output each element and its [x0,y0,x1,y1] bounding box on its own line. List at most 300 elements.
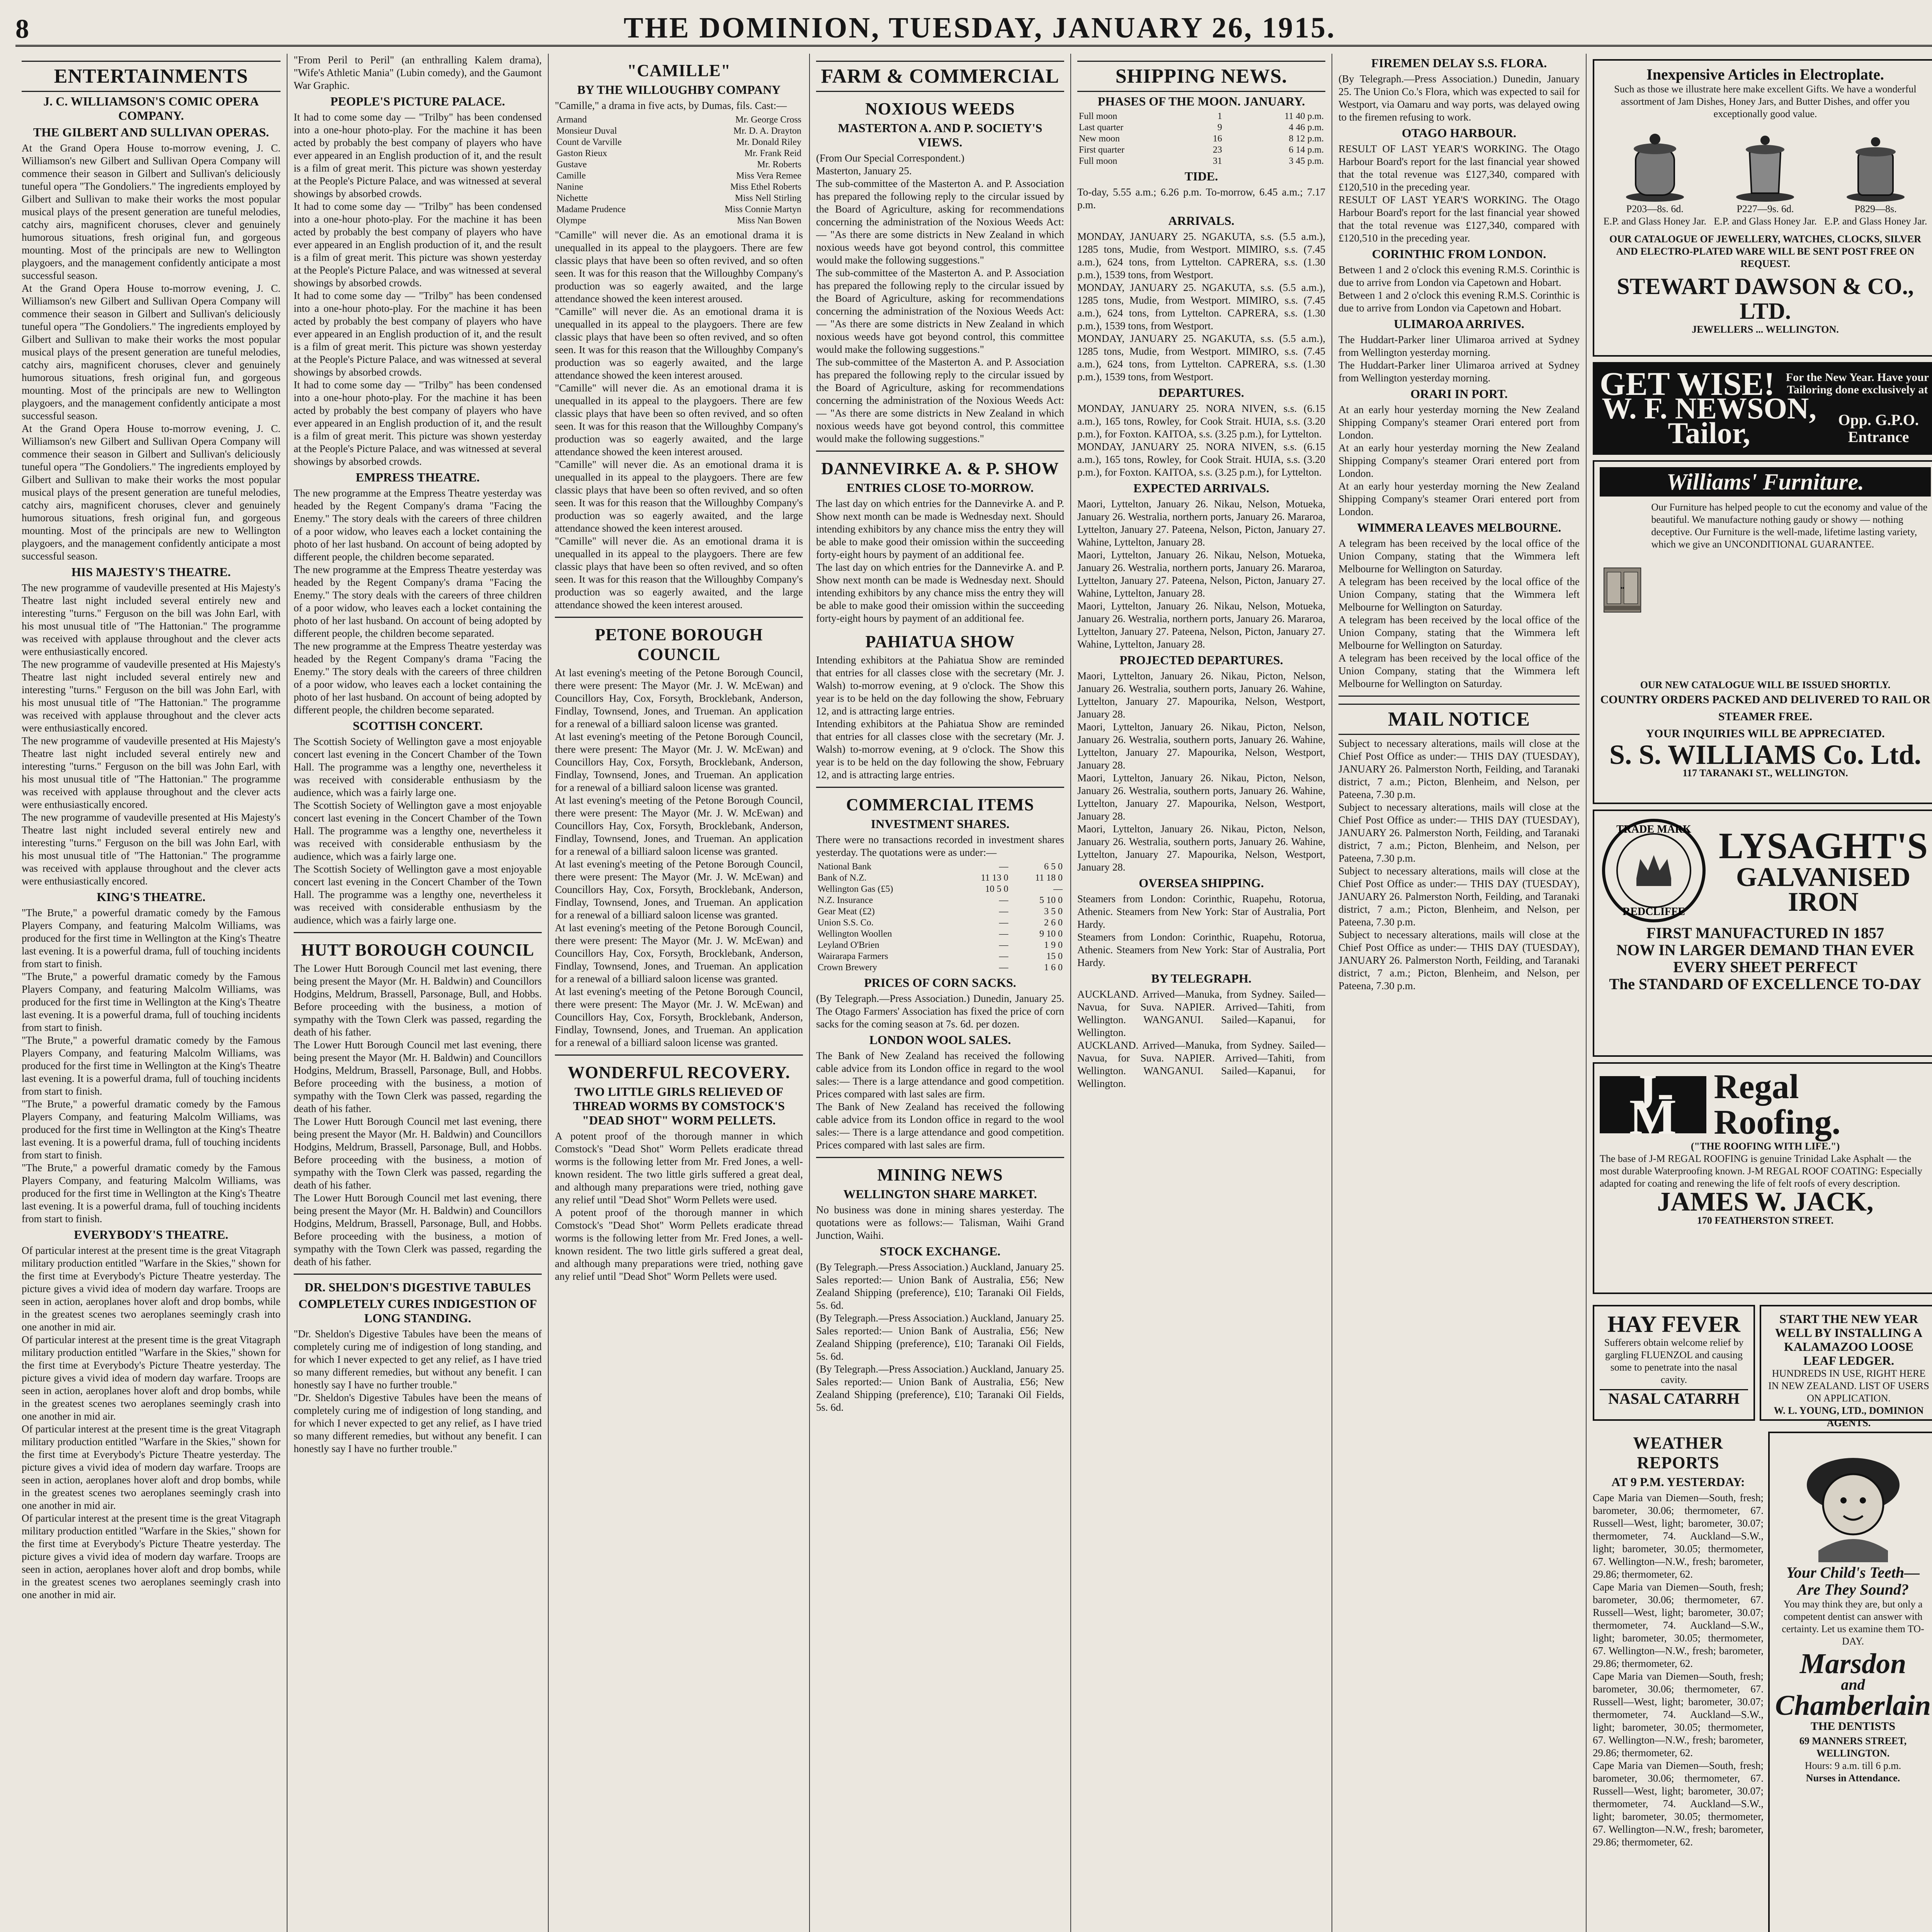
moon-row-cell: New moon [1079,134,1120,144]
cast-row-cell: Miss Nan Bowen [737,216,801,226]
article-subheadline: MASTERTON A. AND P. SOCIETY'S VIEWS. [838,121,1043,149]
divider [816,451,1064,452]
cast-row [555,182,803,193]
article-body: Maori, Lyttelton, January 26. Nikau, Nelson, Motueka, January 26. Westralia, northern ports, January 26. Mararoa, Lyttelton, January 27. Pateena, Nelson, Picton, January 27. Wahine, Lyttelton, January 28. [1077,549,1325,599]
article-headline: BY TELEGRAPH. [1151,971,1252,985]
article-headline: EMPRESS THEATRE. [355,470,480,484]
cast-row-cell: Nichette [556,193,588,203]
cast-row-cell: Miss Nell Stirling [735,193,801,203]
ad-headline: Williams' Furniture. [1600,467,1931,497]
cast-row-cell: Miss Connie Martyn [724,204,801,214]
ad-brand: STEWART DAWSON & CO., LTD. [1617,274,1914,324]
moon-phases-table [1077,111,1325,167]
article-body: Maori, Lyttelton, January 26. Nikau, Picton, Nelson, January 26. Westralia, southern ports, January 26. Wahine, Lyttelton, January 27. Mapourika, Nelson, Westport, January 28. [1077,721,1325,771]
share-row [816,861,1064,872]
share-row-cell: — [1053,884,1063,894]
article-body: A telegram has been received by the local office of the Union Company, stating that the Wimmera left Melbourne for Wellington on Saturday. [1338,576,1580,613]
article-body: It had to come some day — "Trilby" has been condensed into a one-hour photo-play. For the machine it has been acted by probably the best company of players who have ever appeared in an English production of it, and the result is a film of great merit. This picture was shown yesterday at the People's Picture Palace, and was witnessed at several showings by absorbed crowds. [294,201,542,289]
wardrobe-icon [1600,501,1645,679]
article-body: At an early hour yesterday morning the New Zealand Shipping Company's steamer Orari entered port from London. [1338,442,1580,479]
ad-hours: Hours: 9 a.m. till 6 p.m. [1804,1760,1901,1771]
share-row [816,884,1064,895]
article-headline: DR. SHELDON'S DIGESTIVE TABULES [304,1280,531,1294]
item-desc: E.P. and Glass Honey Jar. [1714,216,1817,227]
cast-row [555,170,803,182]
share-row-cell: 6 5 0 [1044,862,1063,872]
ad-body: Sufferers obtain welcome relief by gargling FLUENZOL and causing some to penetrate into the nasal cavity. [1604,1337,1744,1385]
cast-row-cell: Monsieur Duval [556,126,617,136]
ad-body: Our Furniture has helped people to cut the economy and value of the beautiful. We manufacture nothing gaudy or showy — nothing deceptive. Our Furniture is the well-made, lifetime lasting variety, which we give an UNCONDITIONAL GUARANTEE. [1651,502,1928,550]
moon-row-cell: Full moon [1079,156,1117,166]
share-row-cell: Crown Brewery [818,963,877,973]
share-row-cell: Wellington Woollen [818,929,892,939]
article-body: Steamers from London: Corinthic, Ruapehu, Rotorua, Athenic. Steamers from New York: Star of Australia, Port Hardy. [1077,931,1325,968]
moon-row-cell: 6 14 p.m. [1289,145,1324,155]
article-body: The new programme at the Empress Theatre yesterday was headed by the Regent Company's drama "Facing the Enemy." The story deals with the careers of three children of a poor widow, who leaves each a locket containing the photo of her last husband. On account of being adopted by different people, the children become separated. [294,640,542,716]
divider [816,787,1064,788]
article-headline: KING'S THEATRE. [97,890,206,904]
moon-row-cell: 11 40 p.m. [1284,111,1324,121]
article-body: At the Grand Opera House to-morrow evening, J. C. Williamson's new Gilbert and Sullivan Opera Company will commence their season in Gilbert and Sullivan's deliciously tuneful opera "The Gondoliers." The ingredients employed by Gilbert and Sullivan to make their works the most popular musical plays of the present generation are tuneful melodies, catchy airs, magnificent choruses, clever and genuinely humorous situations, fresh original fun, and gorgeous mounting. Most of the principals are new to Wellington playgoers, and the management confidently anticipate a most successful season. [22,423,281,562]
divider [555,1054,803,1056]
article-body: Between 1 and 2 o'clock this evening R.M.S. Corinthic is due to arrive from London via Capetown and Hobart. [1338,289,1580,314]
cast-row-cell: Gustave [556,160,587,170]
cast-row-cell: Olympe [556,216,587,226]
article-body: At an early hour yesterday morning the New Zealand Shipping Company's steamer Orari entered port from London. [1338,404,1580,441]
ad-brand: JAMES W. JACK, [1657,1187,1874,1217]
ad-brand-line3: Chamberlain [1775,1690,1931,1721]
article-body: Subject to necessary alterations, mails will close at the Chief Post Office as under:— THIS DAY (TUESDAY), JANUARY 26. Palmerston North, Feilding, and Taranaki district, 7 a.m.; Picton, Blenheim, and Nelson, per Pateena, 7.30 p.m. [1338,865,1580,928]
ad-brand-line1: Marsdon [1799,1648,1906,1680]
article-body: (By Telegraph.—Press Association.) Dunedin, January 25. The Union Co.'s Flora, which was expected to sail for Westport, via Oamaru and way ports, was delayed owing to the firemen refusing to work. [1338,73,1580,123]
share-row-cell: 10 5 0 [985,884,1009,894]
article-body: At the Grand Opera House to-morrow evening, J. C. Williamson's new Gilbert and Sullivan Opera Company will commence their season in Gilbert and Sullivan's deliciously tuneful opera "The Gondoliers." The ingredients employed by Gilbert and Sullivan to make their works the most popular musical plays of the present generation are tuneful melodies, catchy airs, magnificent choruses, clever and genuinely humorous situations, fresh original fun, and gorgeous mounting. Most of the principals are new to Wellington playgoers, and the management confidently anticipate a most successful season. [22,142,281,281]
divider [1338,696,1580,697]
moon-row-cell: 31 [1213,156,1222,166]
article-body: "The Brute," a powerful dramatic comedy by the Famous Players Company, and featuring Malcolm Williams, was produced for the first time in Wellington at the King's Theatre last evening. It is a powerful drama, full of touching incidents from start to finish. [22,907,281,969]
ad-catalogue-note: OUR CATALOGUE OF JEWELLERY, WATCHES, CLOCKS, SILVER AND ELECTRO-PLATED WARE WILL BE SENT POST FREE ON REQUEST. [1609,233,1921,269]
cast-row [555,215,803,226]
ad-footer: NASAL CATARRH [1600,1389,1748,1407]
article-body: MONDAY, JANUARY 25. NGAKUTA, s.s. (5.5 a.m.), 1285 tons, Mudie, from Westport. MIMIRO, s.s. (7.45 a.m.), 624 tons, from Lyttelton. CAPRERA, s.s. (1.30 p.m.), 1539 tons, from Westport. [1077,231,1325,281]
article-body: The Lower Hutt Borough Council met last evening, there being present the Mayor (Mr. H. Baldwin) and Councillors Hodgins, Meldrum, Brassell, Parsonage, Bull, and Hobbs. Before proceeding with the business, a motion of sympathy with the Town Clerk was passed, regarding the death of his father. [294,1192,542,1267]
ad-text: EVERY SHEET PERFECT [1673,958,1857,976]
article-body: "Camille" will never die. As an emotional drama it is unequalled in its appeal to the playgoers. There are few classic plays that have been so often revived, and so often seen. It was for this reason that the Willoughby Company's production was so eagerly awaited, and the large attendance showed the keen interest aroused. [555,382,803,457]
article-headline: MINING NEWS [877,1165,1003,1184]
cast-row [555,148,803,159]
article-headline: J. C. WILLIAMSON'S COMIC OPERA COMPANY. [43,94,259,122]
article-body: Cape Maria van Diemen—South, fresh; barometer, 30.06; thermometer, 67. Russell—West, light; barometer, 30.07; thermometer, 74. Auckland—S.W., light; barometer, 30.05; thermometer, 67. Wellington—N.W., fresh; barometer, 29.86; thermometer, 62. [1593,1670,1764,1759]
article-body: At an early hour yesterday morning the New Zealand Shipping Company's steamer Orari entered port from London. [1338,480,1580,517]
small-ads-row [1593,1299,1932,1429]
article-subheadline: COMPLETELY CURES INDIGESTION OF LONG STANDING. [298,1297,537,1325]
article-body: "Dr. Sheldon's Digestive Tabules have been the means of completely curing me of indigestion of long standing, and for which I never expected to get any relief, as I have tried so many different remedies, but without any benefit. I can honestly say I have no further trouble." [294,1328,542,1391]
share-row-cell: Wellington Gas (£5) [818,884,893,894]
ad-body: The base of J-M REGAL ROOFING is genuine Trinidad Lake Asphalt — the most durable Waterproofing known. J-M REGAL ROOF COATING: Especially adapted for coating and renewing the life of felt roofs of every description. [1600,1153,1922,1189]
ad-brand: S. S. WILLIAMS Co. Ltd. [1609,739,1921,770]
cast-row [555,193,803,204]
article-body: The new programme of vaudeville presented at His Majesty's Theatre last night included several entirely new and interesting "turns." Ferguson on the bill was John Earl, with his most unusual title of "The Hattonian." The programme was received with applause throughout and the clever acts were enthusiastically encored. [22,658,281,734]
article-subheadline: TWO LITTLE GIRLS RELIEVED OF THREAD WORMS BY COMSTOCK'S "DEAD SHOT" WORM PELLETS. [573,1085,785,1127]
article-headline: HIS MAJESTY'S THEATRE. [71,565,231,579]
article-headline: EXPECTED ARRIVALS. [1133,481,1269,495]
jm-roofing-ad [1593,1062,1932,1294]
share-row-cell: — [999,963,1009,973]
moon-row [1077,122,1325,133]
moon-row-cell: 4 46 p.m. [1289,122,1324,133]
column-camille [549,54,810,1932]
ad-text: NOW IN LARGER DEMAND THAN EVER [1616,941,1914,959]
cast-row [555,204,803,215]
ad-address: 170 FEATHERSTON STREET. [1697,1215,1834,1226]
jm-top [1600,1065,1931,1145]
ad-brand: LYSAGHT'S [1719,825,1928,866]
ad-tagline: JEWELLERS ... WELLINGTON. [1692,324,1839,335]
share-row-cell: — [999,929,1009,939]
article-body: Intending exhibitors at the Pahiatua Show are reminded that entries for all classes close with the secretary (Mr. J. Walsh) to-morrow evening, at 9 o'clock. The Show this year is to be held on the day following the show, February 12, and is attracting large entries. [816,654,1064,717]
masthead [15,9,1932,47]
article-body: Maori, Lyttelton, January 26. Nikau, Nelson, Motueka, January 26. Westralia, northern ports, January 26. Mararoa, Lyttelton, January 27. Pateena, Nelson, Picton, January 27. Wahine, Lyttelton, January 28. [1077,600,1325,650]
stewart-dawson-ad [1593,59,1932,357]
lysaght-top [1600,816,1931,925]
article-body: MONDAY, JANUARY 25. NORA NIVEN, s.s. (6.15 a.m.), 165 tons, Rowley, for Cook Strait. HUIA, s.s. (3.20 p.m.), for Foxton. KAITOA, s.s. (3.25 p.m.), for Lyttelton. [1077,403,1325,440]
newspaper-title: THE DOMINION, TUESDAY, JANUARY 26, 1915. [624,12,1336,44]
article-body: MONDAY, JANUARY 25. NGAKUTA, s.s. (5.5 a.m.), 1285 tons, Mudie, from Westport. MIMIRO, s.s. (7.45 a.m.), 624 tons, from Lyttelton. CAPRERA, s.s. (1.30 p.m.), 1539 tons, from Westport. [1077,282,1325,332]
cast-row-cell: Mr. Roberts [757,160,801,170]
article-body: MONDAY, JANUARY 25. NORA NIVEN, s.s. (6.15 a.m.), 165 tons, Rowley, for Cook Strait. HUIA, s.s. (3.20 p.m.), for Foxton. KAITOA, s.s. (3.25 p.m.), for Lyttelton. [1077,441,1325,478]
share-row [816,872,1064,884]
article-headline: HUTT BOROUGH COUNCIL [301,940,534,959]
ad-headline: Inexpensive Articles in Electroplate. [1646,66,1884,83]
article-headline: NOXIOUS WEEDS [865,99,1015,118]
article-body: At the Grand Opera House to-morrow evening, J. C. Williamson's new Gilbert and Sullivan Opera Company will commence their season in Gilbert and Sullivan's deliciously tuneful opera "The Gondoliers." The ingredients employed by Gilbert and Sullivan to make their works the most popular musical plays of the present generation are tuneful melodies, catchy airs, magnificent choruses, clever and genuinely humorous situations, fresh original fun, and gorgeous mounting. Most of the principals are new to Wellington playgoers, and the management confidently anticipate a most successful season. [22,282,281,422]
column-entertainments [15,54,287,1932]
article-body: The Scottish Society of Wellington gave a most enjoyable concert last evening in the Concert Chamber of the Town Hall. The programme was a lengthy one, nevertheless it was received with considerable enthusiasm by the audience, which was a fairly large one. [294,736,542,798]
article-intro: "Camille," a drama in five acts, by Dumas, fils. Cast:— [555,100,787,111]
article-body: "The Brute," a powerful dramatic comedy by the Famous Players Company, and featuring Malcolm Williams, was produced for the first time in Wellington at the King's Theatre last evening. It is a powerful drama, full of touching incidents from start to finish. [22,1162,281,1225]
cast-row-cell: Count de Varville [556,137,622,147]
article-body: At last evening's meeting of the Petone Borough Council, there were present: The Mayor (Mr. J. W. McEwan) and Councillors Hay, Cox, Forsyth, Brocklebank, Anderson, Findlay, Townsend, Jones, and Trueman. An application for a renewal of a billiard saloon license was granted. [555,667,803,730]
moon-row-cell: 1 [1217,111,1222,121]
share-row-cell: 5 10 0 [1039,895,1063,905]
ad-address: 69 MANNERS STREET, WELLINGTON. [1799,1735,1907,1759]
moon-row [1077,133,1325,145]
article-body: Cape Maria van Diemen—South, fresh; barometer, 30.06; thermometer, 67. Russell—West, light; barometer, 30.07; thermometer, 74. Auckland—S.W., light; barometer, 30.05; thermometer, 67. Wellington—N.W., fresh; barometer, 29.86; thermometer, 62. [1593,1760,1764,1848]
share-row [816,940,1064,951]
article-body: The last day on which entries for the Dannevirke A. and P. Show next month can be made is Wednesday next. Should intending exhibitors by any chance miss the entry they will be able to make good their omission within the succeeding forty-eight hours by payment of an additional fee. [816,498,1064,560]
article-headline: WONDERFUL RECOVERY. [568,1063,790,1082]
article-body: At last evening's meeting of the Petone Borough Council, there were present: The Mayor (Mr. J. W. McEwan) and Councillors Hay, Cox, Forsyth, Brocklebank, Anderson, Findlay, Townsend, Jones, and Trueman. An application for a renewal of a billiard saloon license was granted. [555,858,803,921]
article-headline: STOCK EXCHANGE. [879,1244,1001,1258]
article-body: The sub-committee of the Masterton A. and P. Association has prepared the following reply to the circular issued by the Board of Agriculture, asking for recommendations concerning the administration of the Noxious Weeds Act:— "As there are some districts in New Zealand in which noxious weeds have got beyond control, this committee would make the following suggestions." [816,178,1064,266]
dateline: Masterton, January 25. [816,165,912,177]
article-body: Maori, Lyttelton, January 26. Nikau, Nelson, Motueka, January 26. Westralia, northern ports, January 26. Mararoa, Lyttelton, January 27. Pateena, Nelson, Picton, January 27. Wahine, Lyttelton, January 28. [1077,498,1325,548]
article-body: The new programme of vaudeville presented at His Majesty's Theatre last night included several entirely new and interesting "turns." Ferguson on the bill was John Earl, with his most unusual title of "The Hattonian." The programme was received with applause throughout and the clever acts were enthusiastically encored. [22,811,281,887]
article-headline: OTAGO HARBOUR. [1401,126,1517,140]
bottom-ads-row [1593,1426,1932,1932]
article-body: Subject to necessary alterations, mails will close at the Chief Post Office as under:— THIS DAY (TUESDAY), JANUARY 26. Palmerston North, Feilding, and Taranaki district, 7 a.m.; Picton, Blenheim, and Nelson, per Pateena, 7.30 p.m. [1338,929,1580,992]
divider [294,932,542,933]
article-headline: OVERSEA SHIPPING. [1139,876,1264,890]
article-body: The sub-committee of the Masterton A. and P. Association has prepared the following reply to the circular issued by the Board of Agriculture, asking for recommendations concerning the administration of the Noxious Weeds Act:— "As there are some districts in New Zealand in which noxious weeds have got beyond control, this committee would make the following suggestions." [816,356,1064,444]
article-headline: WEATHER REPORTS [1633,1434,1723,1472]
article-body: Subject to necessary alterations, mails will close at the Chief Post Office as under:— THIS DAY (TUESDAY), JANUARY 26. Palmerston North, Feilding, and Taranaki district, 7 a.m.; Picton, Blenheim, and Nelson, per Pateena, 7.30 p.m. [1338,738,1580,800]
moon-row-cell: 16 [1213,134,1222,144]
honey-jar-row [1600,126,1931,228]
share-row [816,951,1064,962]
ad-line2: IRON [1788,887,1859,917]
cast-row-cell: Miss Ethel Roberts [730,182,801,192]
article-body: A potent proof of the thorough manner in which Comstock's "Dead Shot" Worm Pellets eradicate thread worms is the following letter from Mr. Fred Jones, a well-known resident. The two little girls suffered a great deal, and although many preparations were tried, nothing gave any relief until "Dead Shot" Worm Pellets were used. [555,1130,803,1206]
share-row-cell: — [999,918,1009,928]
article-body: At last evening's meeting of the Petone Borough Council, there were present: The Mayor (Mr. J. W. McEwan) and Councillors Hay, Cox, Forsyth, Brocklebank, Anderson, Findlay, Townsend, Jones, and Trueman. An application for a renewal of a billiard saloon license was granted. [555,731,803,793]
article-body: The Bank of New Zealand has received the following cable advice from its London office in regard to the wool sales:— There is a large attendance and good competition. Prices compared with last sales are firm. [816,1050,1064,1100]
seal-top-text: TRADE MARK [1616,823,1691,835]
moon-row-cell: Full moon [1079,111,1117,121]
article-body: Maori, Lyttelton, January 26. Nikau, Picton, Nelson, January 26. Westralia, southern ports, January 26. Wahine, Lyttelton, January 27. Mapourika, Nelson, Westport, January 28. [1077,772,1325,822]
article-body: (By Telegraph.—Press Association.) Auckland, January 25. Sales reported:— Union Bank of Australia, £56; New Zealand Shipping (preference), £10; Taranaki Oil Fields, 5s. 6d. [816,1312,1064,1362]
article-body: "From Peril to Peril" (an enthralling Kalem drama), "Wife's Athletic Mania" (Lubin comedy), and the Gaumont War Graphic. [294,54,542,91]
divider [555,617,803,618]
article-body: The Lower Hutt Borough Council met last evening, there being present the Mayor (Mr. H. Baldwin) and Councillors Hodgins, Meldrum, Brassell, Parsonage, Bull, and Hobbs. Before proceeding with the business, a motion of sympathy with the Town Clerk was passed, regarding the death of his father. [294,1039,542,1114]
article-body: The Huddart-Parker liner Ulimaroa arrived at Sydney from Wellington yesterday morning. [1338,334,1580,358]
weather-reports [1593,1426,1764,1932]
article-headline: "CAMILLE" [627,61,731,80]
article-body: The new programme of vaudeville presented at His Majesty's Theatre last night included several entirely new and interesting "turns." Ferguson on the bill was John Earl, with his most unusual title of "The Hattonian." The programme was received with applause throughout and the clever acts were enthusiastically encored. [22,582,281,657]
share-row [816,895,1064,906]
article-body: The Huddart-Parker liner Ulimaroa arrived at Sydney from Wellington yesterday morning. [1338,359,1580,384]
article-body: At last evening's meeting of the Petone Borough Council, there were present: The Mayor (Mr. J. W. McEwan) and Councillors Hay, Cox, Forsyth, Brocklebank, Anderson, Findlay, Townsend, Jones, and Trueman. An application for a renewal of a billiard saloon license was granted. [555,922,803,985]
share-row-cell: 9 10 0 [1039,929,1063,939]
ad-text: The STANDARD OF EXCELLENCE TO-DAY [1609,975,1922,993]
share-row-cell: N.Z. Insurance [818,895,873,905]
article-body: "Dr. Sheldon's Digestive Tabules have been the means of completely curing me of indigestion of long standing, and for which I never expected to get any relief, as I have tried so many different remedies, but without any benefit. I can honestly say I have no further trouble." [294,1392,542,1454]
ad-body: Such as those we illustrate here make excellent Gifts. We have a wonderful assortment of Jam Dishes, Honey Jars, and Butter Dishes, and offer you exceptionally good value. [1614,83,1917,119]
honey-jar-icon [1732,126,1798,203]
ad-logo: J-M [1600,1076,1706,1133]
share-row-cell: 1 9 0 [1044,940,1063,950]
cast-row-cell: Nanine [556,182,583,192]
dentist-ad [1768,1432,1932,1932]
article-body: (By Telegraph.—Press Association.) Dunedin, January 25. The Otago Farmers' Association has fixed the price of corn sacks for the coming season at 7s. 6d. per dozen. [816,993,1064,1030]
article-headline: FIREMEN DELAY S.S. FLORA. [1371,56,1547,70]
article-body: The Bank of New Zealand has received the following cable advice from its London office in regard to the wool sales:— There is a large attendance and good competition. Prices compared with last sales are firm. [816,1101,1064,1151]
article-body: Maori, Lyttelton, January 26. Nikau, Picton, Nelson, January 26. Westralia, southern ports, January 26. Wahine, Lyttelton, January 27. Mapourika, Nelson, Westport, January 28. [1077,823,1325,873]
share-row [816,917,1064,929]
article-body: The Scottish Society of Wellington gave a most enjoyable concert last evening in the Concert Chamber of the Town Hall. The programme was a lengthy one, nevertheless it was received with considerable enthusiasm by the audience, which was a fairly large one. [294,799,542,862]
divider [294,1274,542,1275]
divider [816,1157,1064,1158]
moon-row-cell: 8 12 p.m. [1289,134,1324,144]
article-body: The Scottish Society of Wellington gave a most enjoyable concert last evening in the Concert Chamber of the Town Hall. The programme was a lengthy one, nevertheless it was received with considerable enthusiasm by the audience, which was a fairly large one. [294,863,542,926]
hay-fever-ad [1593,1305,1755,1421]
cast-row [555,137,803,148]
section-heading: FARM & COMMERCIAL [816,61,1064,92]
ad-address: 117 TARANAKI ST., WELLINGTON. [1682,767,1848,779]
share-row-cell: Gear Meat (£2) [818,906,875,917]
share-row [816,929,1064,940]
article-body: The Lower Hutt Borough Council met last evening, there being present the Mayor (Mr. H. Baldwin) and Councillors Hodgins, Meldrum, Brassell, Parsonage, Bull, and Hobbs. Before proceeding with the business, a motion of sympathy with the Town Clerk was passed, regarding the death of his father. [294,963,542,1038]
article-headline: PEOPLE'S PICTURE PALACE. [330,94,505,108]
cast-row [555,114,803,126]
moon-row [1077,111,1325,122]
article-body: A potent proof of the thorough manner in which Comstock's "Dead Shot" Worm Pellets eradicate thread worms is the following letter from Mr. Fred Jones, a well-known resident. The two little girls suffered a great deal, and although many preparations were tried, nothing gave any relief until "Dead Shot" Worm Pellets were used. [555,1207,803,1282]
newson-bottom [1600,391,1931,450]
article-body: "The Brute," a powerful dramatic comedy by the Famous Players Company, and featuring Malcolm Williams, was produced for the first time in Wellington at the King's Theatre last evening. It is a powerful drama, full of touching incidents from start to finish. [22,971,281,1033]
share-row-cell: — [999,940,1009,950]
section-heading: ENTERTAINMENTS [22,61,281,92]
item-price: P227—9s. 6d. [1736,203,1794,214]
article-body: A telegram has been received by the local office of the Union Company, stating that the Wimmera left Melbourne for Wellington on Saturday. [1338,652,1580,689]
shares-table [816,861,1064,973]
ad-body: HUNDREDS IN USE, RIGHT HERE IN NEW ZEALAND. LIST OF USERS ON APPLICATION. [1768,1368,1929,1404]
article-body: "Camille" will never die. As an emotional drama it is unequalled in its appeal to the playgoers. There are few classic plays that have been so often revived, and so often seen. It was for this reason that the Willoughby Company's production was so eagerly awaited, and the large attendance showed the keen interest aroused. [555,229,803,304]
ad-body: You may think they are, but only a competent dentist can answer with certainty. Let us examine them TO-DAY. [1782,1599,1924,1647]
column-advertisements [1587,54,1932,1932]
article-body: RESULT OF LAST YEAR'S WORKING. The Otago Harbour Board's report for the last financial year showed that the total revenue was £127,340, compared with £120,510 in the preceding year. [1338,143,1580,193]
moon-row-cell: Last quarter [1079,122,1124,133]
article-body: It had to come some day — "Trilby" has been condensed into a one-hour photo-play. For the machine it has been acted by probably the best company of players who have ever appeared in an English production of it, and the result is a film of great merit. This picture was shown yesterday at the People's Picture Palace, and was witnessed at several showings by absorbed crowds. [294,379,542,467]
cast-row-cell: Gaston Rieux [556,148,607,158]
share-row-cell: — [999,951,1009,961]
item-desc: E.P. and Glass Honey Jar. [1603,216,1707,227]
article-headline: LONDON WOOL SALES. [869,1033,1011,1047]
page-number: 8 [15,14,29,44]
honey-jar-icon [1843,126,1908,203]
column-pictures [287,54,549,1932]
cast-list [555,114,803,226]
item-price: P203—8s. 6d. [1626,203,1684,214]
cast-row-cell: Mr. Donald Riley [736,137,801,147]
article-headline: CORINTHIC FROM LONDON. [1372,247,1546,261]
cast-row-cell: Madame Prudence [556,204,626,214]
share-row-cell: 1 6 0 [1044,963,1063,973]
item-price: P829—8s. [1854,203,1897,214]
article-body: It had to come some day — "Trilby" has been condensed into a one-hour photo-play. For the machine it has been acted by probably the best company of players who have ever appeared in an English production of it, and the result is a film of great merit. This picture was shown yesterday at the People's Picture Palace, and was witnessed at several showings by absorbed crowds. [294,111,542,199]
cast-row-cell: Mr. George Cross [735,115,801,125]
article-subheadline: AT 9 P.M. YESTERDAY: [1611,1475,1745,1489]
cast-row [555,159,803,170]
moon-row-cell: 3 45 p.m. [1289,156,1324,166]
ad-inquiries-note: YOUR INQUIRIES WILL BE APPRECIATED. [1646,727,1885,740]
share-row-cell: — [999,895,1009,905]
article-body: A telegram has been received by the local office of the Union Company, stating that the Wimmera left Melbourne for Wellington on Saturday. [1338,614,1580,651]
article-body: Between 1 and 2 o'clock this evening R.M.S. Corinthic is due to arrive from London via Capetown and Hobart. [1338,264,1580,288]
article-body: The last day on which entries for the Dannevirke A. and P. Show next month can be made is Wednesday next. Should intending exhibitors by any chance miss the entry they will be able to make good their omission within the succeeding forty-eight hours by payment of an additional fee. [816,561,1064,624]
newson-tailor-ad [1593,362,1932,455]
article-body: The Lower Hutt Borough Council met last evening, there being present the Mayor (Mr. H. Baldwin) and Councillors Hodgins, Meldrum, Brassell, Parsonage, Bull, and Hobbs. Before proceeding with the business, a motion of sympathy with the Town Clerk was passed, regarding the death of his father. [294,1116,542,1191]
article-body: Intending exhibitors at the Pahiatua Show are reminded that entries for all classes close with the secretary (Mr. J. Walsh) to-morrow evening, at 9 o'clock. The Show this year is to be held on the day following the show, February 12, and is attracting large entries. [816,718,1064,781]
honey-jar-item [1714,126,1816,228]
article-body: No business was done in mining shares yesterday. The quotations were as follows:— Talisman, Waihi Grand Junction, Waihi. [816,1204,1064,1241]
columns [15,54,1932,1932]
column-farm-commercial [810,54,1071,1932]
article-body: The new programme of vaudeville presented at His Majesty's Theatre last night included several entirely new and interesting "turns." Ferguson on the bill was John Earl, with his most unusual title of "The Hattonian." The programme was received with applause throughout and the clever acts were enthusiastically encored. [22,735,281,810]
ad-brand-line2: and [1841,1676,1865,1693]
byline: (From Our Special Correspondent.) [816,152,964,164]
ad-headline: START THE NEW YEAR WELL BY INSTALLING A KALAMAZOO LOOSE LEAF LEDGER. [1775,1312,1923,1367]
cast-row-cell: Camille [556,171,586,181]
honey-jar-icon [1622,126,1688,203]
williams-furniture-ad [1593,460,1932,804]
share-row-cell: Leyland O'Brien [818,940,879,950]
article-body: "Camille" will never die. As an emotional drama it is unequalled in its appeal to the playgoers. There are few classic plays that have been so often revived, and so often seen. It was for this reason that the Willoughby Company's production was so eagerly awaited, and the large attendance showed the keen interest aroused. [555,306,803,381]
article-headline: DEPARTURES. [1158,386,1244,400]
article-headline: PHASES OF THE MOON. JANUARY. [1097,94,1305,108]
article-body: At last evening's meeting of the Petone Borough Council, there were present: The Mayor (Mr. J. W. McEwan) and Councillors Hay, Cox, Forsyth, Brocklebank, Anderson, Findlay, Townsend, Jones, and Trueman. An application for a renewal of a billiard saloon license was granted. [555,986,803,1048]
ad-nurse-note: Nurses in Attendance. [1806,1772,1900,1784]
ad-text: FIRST MANUFACTURED IN 1857 [1646,924,1884,942]
ad-address: Opp. G.P.O. Entrance [1838,411,1919,446]
article-body: (By Telegraph.—Press Association.) Auckland, January 25. Sales reported:— Union Bank of Australia, £56; New Zealand Shipping (preference), £10; Taranaki Oil Fields, 5s. 6d. [816,1261,1064,1311]
seal-bottom-text: REDCLIFFE [1622,906,1685,918]
moon-row-cell: First quarter [1079,145,1124,155]
article-body: Cape Maria van Diemen—South, fresh; barometer, 30.06; thermometer, 67. Russell—West, light; barometer, 30.07; thermometer, 74. Auckland—S.W., light; barometer, 30.05; thermometer, 67. Wellington—N.W., fresh; barometer, 29.86; thermometer, 62. [1593,1581,1764,1669]
article-headline: PROJECTED DEPARTURES. [1119,653,1283,667]
cast-row-cell: Mr. D. A. Drayton [733,126,801,136]
share-row-cell: 11 18 0 [1035,873,1063,883]
share-row [816,962,1064,973]
cast-row [555,126,803,137]
section-heading: SHIPPING NEWS. [1077,61,1325,92]
child-portrait-icon [1795,1439,1911,1562]
article-headline: TIDE. [1184,169,1218,183]
article-body: It had to come some day — "Trilby" has been condensed into a one-hour photo-play. For the machine it has been acted by probably the best company of players who have ever appeared in an English production of it, and the result is a film of great merit. This picture was shown yesterday at the People's Picture Palace, and was witnessed at several showings by absorbed crowds. [294,290,542,378]
article-subheadline: THE GILBERT AND SULLIVAN OPERAS. [33,125,269,139]
honey-jar-item [1824,126,1927,228]
ad-agent: W. L. YOUNG, LTD., DOMINION AGENTS. [1774,1405,1924,1429]
honey-jar-item [1604,126,1706,228]
article-body: Of particular interest at the present time is the great Vitagraph military production entitled "Warfare in the Skies," shown for the first time at Everybody's Picture Theatre yesterday. The picture gives a vivid idea of modern day warfare. Troops are seen in action, aeroplanes hover aloft and drop bombs, while in the greatest scenes two aeroplanes seemingly crash into one another in mid air. [22,1334,281,1422]
article-subheadline: BY THE WILLOUGHBY COMPANY [577,83,781,97]
article-body: "The Brute," a powerful dramatic comedy by the Famous Players Company, and featuring Malcolm Williams, was produced for the first time in Wellington at the King's Theatre last evening. It is a powerful drama, full of touching incidents from start to finish. [22,1034,281,1097]
ad-headline: Regal Roofing. [1714,1068,1841,1141]
article-body: A telegram has been received by the local office of the Union Company, stating that the Wimmera left Melbourne for Wellington on Saturday. [1338,537,1580,575]
share-row-cell: — [999,862,1009,872]
ad-side-text: For the New Year. Have your Tailoring done exclusively at [1786,371,1929,396]
moon-row-cell: 9 [1217,122,1222,133]
column-shipping [1071,54,1332,1932]
ad-tagline: THE DENTISTS [1810,1720,1896,1733]
moon-row [1077,156,1325,167]
williams-body [1600,501,1931,679]
article-body: RESULT OF LAST YEAR'S WORKING. The Otago Harbour Board's report for the last financial year showed that the total revenue was £127,340, compared with £120,510 in the preceding year. [1338,194,1580,244]
article-subheadline: WELLINGTON SHARE MARKET. [843,1187,1037,1201]
article-body: "Camille" will never die. As an emotional drama it is unequalled in its appeal to the playgoers. There are few classic plays that have been so often revived, and so often seen. It was for this reason that the Willoughby Company's production was so eagerly awaited, and the large attendance showed the keen interest aroused. [555,459,803,534]
ad-headline: HAY FEVER [1607,1311,1740,1337]
article-headline: ULIMAROA ARRIVES. [1394,317,1524,331]
trademark-seal-icon [1600,816,1708,925]
article-body: The sub-committee of the Masterton A. and P. Association has prepared the following reply to the circular issued by the Board of Agriculture, asking for recommendations concerning the administration of the Noxious Weeds Act:— "As there are some districts in New Zealand in which noxious weeds have got beyond control, this committee would make the following suggestions." [816,267,1064,355]
article-headline: PAHIATUA SHOW [865,632,1015,651]
article-headline: COMMERCIAL ITEMS [846,795,1034,814]
article-headline: SCOTTISH CONCERT. [352,719,483,733]
share-row [816,906,1064,917]
article-subheadline: INVESTMENT SHARES. [871,817,1010,831]
article-body: AUCKLAND. Arrived—Manuka, from Sydney. Sailed—Navua, for Suva. NAPIER. Arrived—Tahiti, from Wellington. WANGANUI. Sailed—Kapanui, for Wellington. [1077,1039,1325,1089]
ad-headline: GET WISE! [1600,365,1775,402]
share-row-cell: National Bank [818,862,872,872]
lysaght-iron-ad [1593,810,1932,1057]
item-desc: E.P. and Glass Honey Jar. [1824,216,1927,227]
article-body: AUCKLAND. Arrived—Manuka, from Sydney. Sailed—Navua, for Suva. NAPIER. Arrived—Tahiti, from Wellington. WANGANUI. Sailed—Kapanui, for Wellington. [1077,988,1325,1038]
share-row-cell: Union S.S. Co. [818,918,874,928]
ad-tagline: ("THE ROOFING WITH LIFE.") [1690,1141,1840,1152]
lysaght-brand [1716,827,1931,915]
article-body: Cape Maria van Diemen—South, fresh; barometer, 30.06; thermometer, 67. Russell—West, light; barometer, 30.07; thermometer, 74. Auckland—S.W., light; barometer, 30.05; thermometer, 67. Wellington—N.W., fresh; barometer, 29.86; thermometer, 62. [1593,1492,1764,1580]
article-body: Subject to necessary alterations, mails will close at the Chief Post Office as under:— THIS DAY (TUESDAY), JANUARY 26. Palmerston North, Feilding, and Taranaki district, 7 a.m.; Picton, Blenheim, and Nelson, per Pateena, 7.30 p.m. [1338,801,1580,864]
article-subheadline: ENTRIES CLOSE TO-MORROW. [847,481,1034,495]
